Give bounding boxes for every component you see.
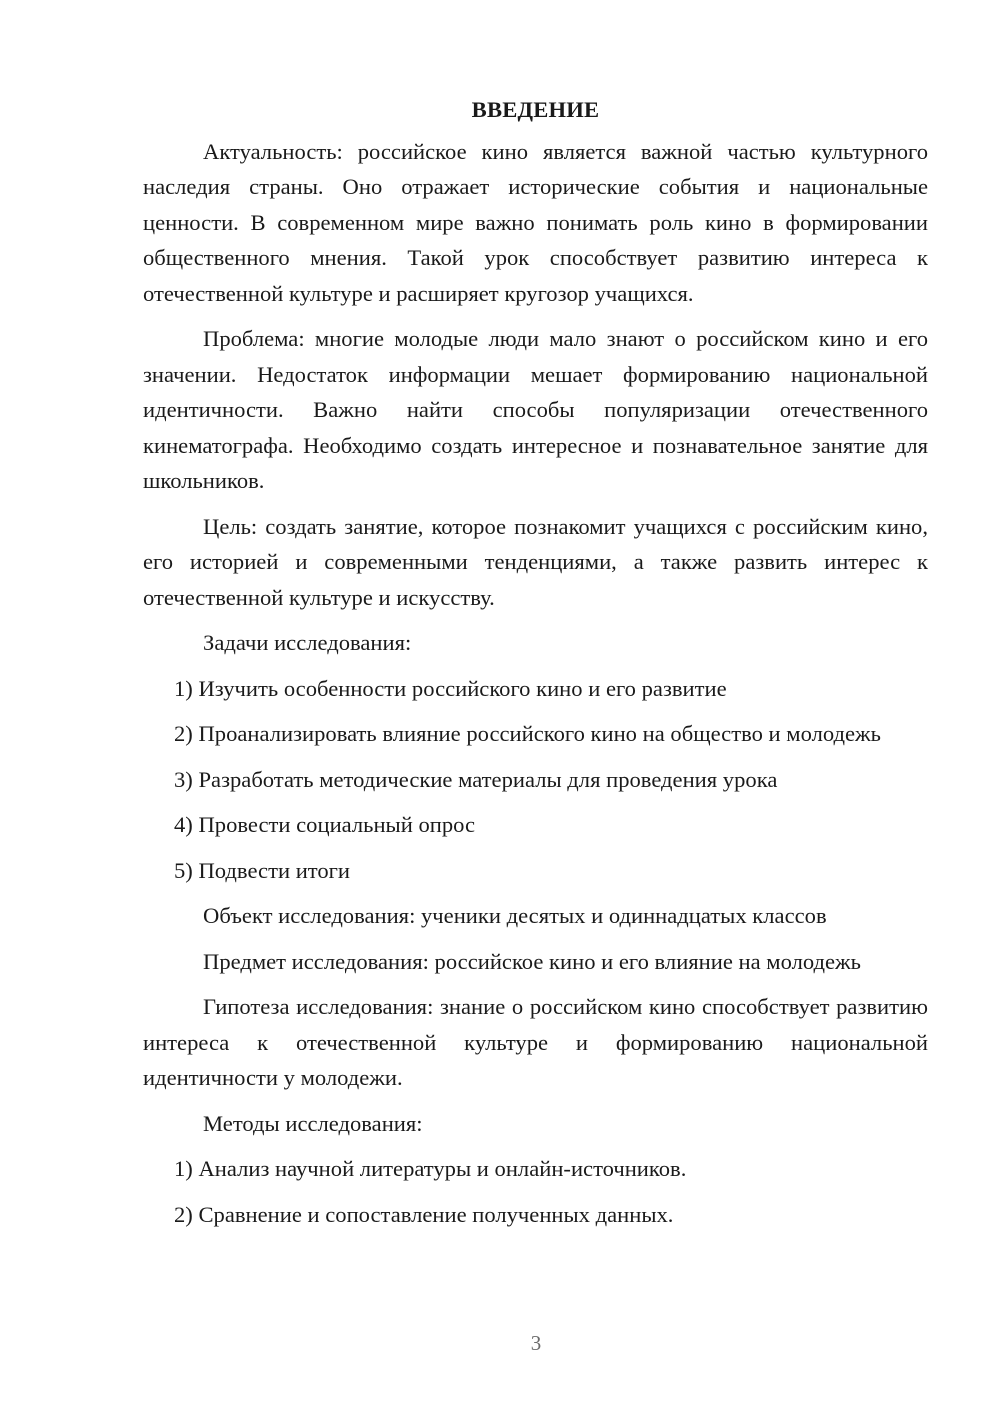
- object-paragraph: Объект исследования: ученики десятых и одиннадцатых классов: [203, 903, 827, 928]
- page-number: 3: [530, 1331, 542, 1355]
- problem-paragraph: Проблема: многие молодые люди мало знают о российском кино и его значении. Недостаток информации мешает формированию национальной идентичности. Важно найти способы популяризации отечественного кинематографа. Необходимо создать интересное и познавательное занятие для школьников.: [143, 326, 928, 493]
- method-item-1: 1) Анализ научной литературы и онлайн-источников.: [174, 1156, 687, 1181]
- methods-heading: Методы исследования:: [203, 1110, 423, 1136]
- subject-paragraph: Предмет исследования: российское кино и его влияние на молодежь: [203, 948, 861, 974]
- task-item-3: 3) Разработать методические материалы для проведения урока: [174, 766, 778, 792]
- page-title: ВВЕДЕНИЕ: [471, 97, 600, 122]
- page-content: [143, 92, 928, 1242]
- task-item-2: 2) Проанализировать влияние российского кино на общество и молодежь: [174, 721, 881, 746]
- method-item-2: 2) Сравнение и сопоставление полученных данных.: [174, 1201, 674, 1227]
- task-item-4: 4) Провести социальный опрос: [174, 812, 476, 837]
- relevance-paragraph: Актуальность: российское кино является важной частью культурного наследия страны. Оно отражает исторические события и национальные ценности. В современном мире важно понимать роль кино в формировании общественного мнения. Такой урок способствует развитию интереса к отечественной культуре и расширяет кругозор учащихся.: [143, 138, 928, 306]
- hypothesis-paragraph: Гипотеза исследования: знание о российском кино способствует развитию интереса к отечественной культуре и формированию национальной идентичности у молодежи.: [143, 994, 928, 1090]
- task-item-5: 5) Подвести итоги: [174, 857, 351, 883]
- goal-paragraph: Цель: создать занятие, которое познакомит учащихся с российским кино, его историей и современными тенденциями, а также развить интерес к отечественной культуре и искусству.: [143, 513, 928, 610]
- task-item-1: 1) Изучить особенности российского кино и его развитие: [174, 675, 727, 701]
- tasks-heading: Задачи исследования:: [203, 630, 412, 655]
